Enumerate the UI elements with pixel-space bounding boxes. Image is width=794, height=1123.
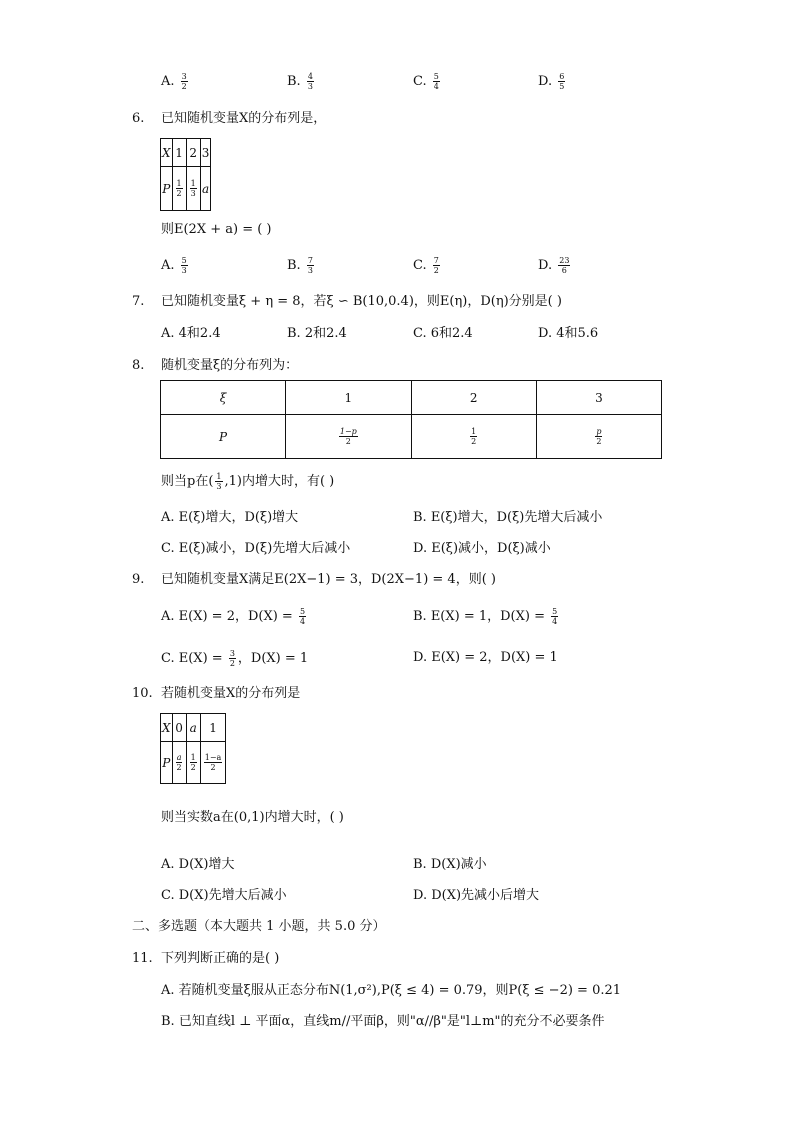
q7-stem: 已知随机变量ξ + η = 8，若ξ ∽ B(10,0.4)，则E(η)，D(η)分别是( ): [161, 294, 562, 309]
table-cell: $\frac{1-p}{2}$: [286, 415, 411, 459]
q6-question: 则E(2X + a) = ( ): [161, 222, 272, 237]
table-cell: $\frac{1}{2}$: [411, 415, 536, 459]
table-cell: 3: [536, 381, 661, 415]
q9-option-d: D. E(X) = 2，D(X) = 1: [413, 650, 558, 665]
q8-option-b: B. E(ξ)增大，D(ξ)先增大后减小: [413, 510, 603, 525]
q11-option-b: B. 已知直线l ⊥ 平面α，直线m//平面β，则"α//β"是"l⊥m"的充分不必要条件: [161, 1014, 605, 1029]
table-cell: 1: [286, 381, 411, 415]
q6-option-d: D. $\frac{23}{6}$: [538, 256, 570, 275]
table-cell: X: [161, 139, 173, 167]
q10-stem: 若随机变量X的分布列是: [161, 686, 301, 701]
q10-number: 10.: [132, 686, 153, 701]
table-cell: X: [161, 714, 173, 742]
q11-number: 11.: [132, 951, 153, 966]
table-cell: P: [161, 167, 173, 211]
q7-option-c: C. 6和2.4: [413, 326, 473, 341]
table-cell: $\frac{1-a}{2}$: [200, 742, 226, 784]
table-cell: $\frac{1}{2}$: [186, 742, 200, 784]
q6-stem: 已知随机变量X的分布列是，: [161, 111, 327, 126]
q7-option-b: B. 2和2.4: [287, 326, 347, 341]
table-cell: $\frac{1}{2}$: [172, 167, 186, 211]
q6-option-c: C. $\frac{7}{2}$: [413, 256, 439, 275]
q6-number: 6.: [132, 111, 145, 126]
table-cell: P: [161, 742, 173, 784]
q6-distribution-table: [160, 138, 211, 211]
fraction: $\frac{4}{3}$: [307, 72, 313, 91]
table-cell: 2: [411, 381, 536, 415]
q5-option-b: B. $\frac{4}{3}$: [287, 72, 313, 91]
q9-option-c: C. E(X) = $\frac{3}{2}$ ，D(X) = 1: [161, 649, 309, 668]
table-cell: $\frac{p}{2}$: [536, 415, 661, 459]
table-cell: $\frac{a}{2}$: [172, 742, 186, 784]
q8-question: 则当p在( $\frac{1}{3}$ ,1)内增大时，有( ): [161, 472, 335, 491]
q8-option-d: D. E(ξ)减小，D(ξ)减小: [413, 541, 551, 556]
q5-option-d: D. $\frac{6}{5}$: [538, 72, 565, 91]
q5-option-c: C. $\frac{5}{4}$: [413, 72, 439, 91]
q7-option-d: D. 4和5.6: [538, 326, 599, 341]
q11-option-a: A. 若随机变量ξ服从正态分布N(1,σ²),P(ξ ≤ 4) = 0.79，则P(ξ ≤ −2) = 0.21: [161, 983, 622, 998]
q10-option-c: C. D(X)先增大后减小: [161, 888, 287, 903]
table-cell: 3: [200, 139, 211, 167]
section-heading-multiple-choice: 二、多选题（本大题共 1 小题，共 5.0 分）: [132, 919, 386, 934]
fraction: $\frac{6}{5}$: [559, 72, 565, 91]
q10-option-b: B. D(X)减小: [413, 857, 487, 872]
table-cell: 2: [186, 139, 200, 167]
fraction: $\frac{5}{4}$: [433, 72, 439, 91]
table-cell: a: [186, 714, 200, 742]
q11-stem: 下列判断正确的是( ): [161, 951, 280, 966]
q10-question: 则当实数a在(0,1)内增大时，( ): [161, 810, 344, 825]
q9-number: 9.: [132, 572, 145, 587]
table-cell: 1: [200, 714, 226, 742]
q6-option-a: A. $\frac{5}{3}$: [161, 256, 187, 275]
q9-option-a: A. E(X) = 2，D(X) = $\frac{5}{4}$: [161, 607, 306, 626]
q8-option-a: A. E(ξ)增大，D(ξ)增大: [161, 510, 299, 525]
table-cell: ξ: [161, 381, 286, 415]
q8-stem: 随机变量ξ的分布列为：: [161, 358, 299, 373]
q6-option-b: B. $\frac{7}{3}$: [287, 256, 313, 275]
q10-distribution-table: [160, 713, 226, 784]
q8-distribution-table: [160, 380, 662, 459]
table-cell: 0: [172, 714, 186, 742]
q8-number: 8.: [132, 358, 145, 373]
q9-stem: 已知随机变量X满足E(2X−1) = 3，D(2X−1) = 4，则( ): [161, 572, 496, 587]
q7-number: 7.: [132, 294, 145, 309]
q10-option-a: A. D(X)增大: [161, 857, 235, 872]
table-cell: 1: [172, 139, 186, 167]
q9-option-b: B. E(X) = 1，D(X) = $\frac{5}{4}$: [413, 607, 558, 626]
table-cell: $\frac{1}{3}$: [186, 167, 200, 211]
q8-option-c: C. E(ξ)减小，D(ξ)先增大后减小: [161, 541, 351, 556]
table-cell: P: [161, 415, 286, 459]
fraction: $\frac{3}{2}$: [181, 72, 187, 91]
q7-option-a: A. 4和2.4: [161, 326, 221, 341]
q5-option-a: A. $\frac{3}{2}$: [161, 72, 187, 91]
table-cell: a: [200, 167, 211, 211]
q10-option-d: D. D(X)先减小后增大: [413, 888, 540, 903]
